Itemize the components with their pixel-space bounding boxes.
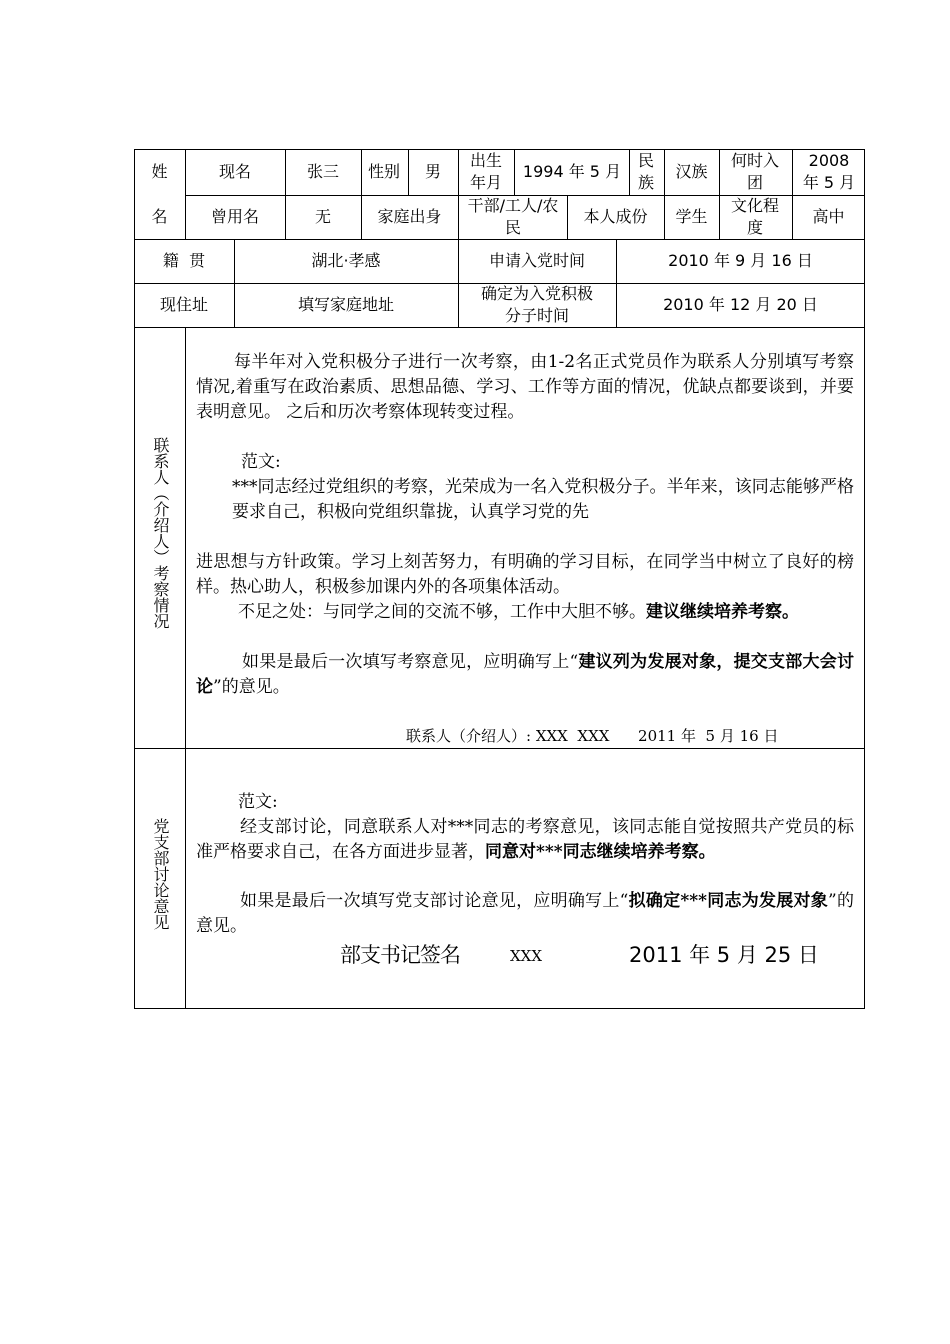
birth-label: 出生年月: [469, 151, 502, 192]
family-value: 干部/工人/农民: [467, 196, 559, 237]
birth-value: 1994 年 5 月: [522, 162, 622, 181]
family-label: 家庭出身: [377, 207, 442, 226]
section1-paragraph-5: [196, 600, 854, 625]
league-value: 2008 年 5 月: [802, 151, 856, 192]
activist-value: 2010 年 12 月 20 日: [663, 295, 818, 314]
section1-signature: 联系人（介绍人）: XXX XXX 2011 年 5 月 16 日: [406, 727, 779, 745]
address-value: 填写家庭地址: [297, 295, 394, 314]
education-value: 高中: [812, 207, 845, 226]
divider: [514, 149, 515, 195]
personal-value: 学生: [675, 207, 708, 226]
section2-p3-text-b: ”的意见。: [196, 891, 854, 936]
section2-p3-text-a: 如果是最后一次填写党支部讨论意见，应明确写上“: [240, 891, 629, 911]
apply-label: 申请入党时间: [488, 251, 585, 270]
personal-label: 本人成份: [583, 207, 648, 226]
divider: [134, 327, 865, 328]
section1-paragraph-1: [196, 350, 854, 425]
section1-paragraph-6: [196, 650, 854, 700]
section2-paragraph-2: [196, 815, 854, 865]
section2-sig-date: 2011 年 5 月 25 日: [629, 943, 819, 967]
name-label-char1: 姓: [151, 162, 168, 181]
activist-label: 确定为入党积极分子时间: [480, 284, 593, 325]
section2-paragraph-3: [196, 889, 854, 939]
origin-label: 籍 贯: [162, 251, 206, 270]
divider: [134, 748, 865, 749]
ethnic-value: 汉族: [675, 162, 708, 181]
section2-p3-bold: 拟确定***同志为发展对象: [628, 891, 829, 911]
section1-p4-text: 进思想与方针政策。学习上刻苦努力，有明确的学习目标，在同学当中树立了良好的榜样。热心助人，积极参加课内外的各项集体活动。: [196, 552, 854, 597]
section2-p1-text: 范文:: [238, 792, 278, 812]
section1-p6-text-a: 如果是最后一次填写考察意见，应明确写上“: [242, 652, 579, 672]
divider: [629, 149, 630, 195]
section1-label: 联系人（介绍人）考察情况: [151, 437, 170, 629]
section2-label: 党支部讨论意见: [151, 818, 170, 930]
divider: [185, 327, 186, 1009]
section1-p5-text: 不足之处：与同学之间的交流不够，工作中大胆不够。: [238, 602, 646, 622]
section2-sig-name: XXX: [510, 947, 543, 965]
section1-paragraph-4: [196, 550, 854, 600]
gender-value: 男: [424, 162, 441, 181]
section1-p5-bold: 建议继续培养考察。: [646, 602, 799, 622]
ethnic-label: 民族: [637, 151, 654, 192]
gender-label: 性别: [367, 162, 400, 181]
origin-value: 湖北·孝感: [311, 251, 381, 270]
league-label: 何时入团: [731, 151, 780, 192]
divider: [719, 149, 720, 239]
section2-p2-text: 经支部讨论，同意联系人对***同志的考察意见，该同志能自觉按照共产党员的标准严格要求自己，在各方面进步显著，: [196, 817, 854, 862]
section1-p3-text: ***同志经过党组织的考察，光荣成为一名入党积极分子。半年来，该同志能够严格要求自己，积极向党组织靠拢，认真学习党的先: [232, 477, 854, 522]
section1-p6-bold: 建议列为发展对象，提交支部大会讨论: [196, 652, 854, 697]
former-name-label: 曾用名: [210, 207, 259, 226]
former-name-value: 无: [314, 207, 331, 226]
section2-p2-bold: 同意对***同志继续培养考察。: [485, 842, 716, 862]
education-label: 文化程度: [731, 196, 780, 237]
section1-p2-text: 范文:: [241, 452, 281, 472]
section1-p6-text-b: ”的意见。: [213, 677, 290, 697]
section1-p1-text: 每半年对入党积极分子进行一次考察，由1-2名正式党员作为联系人分别填写考察情况,着重写在政治素质、思想品德、学习、工作等方面的情况，优缺点都要谈到，并要表明意见。 之后和历次考察体现转变过程。: [196, 352, 854, 422]
name-label-char2: 名: [151, 207, 168, 226]
current-name-value: 张三: [306, 162, 339, 181]
section2-sig-label: 部支书记签名: [340, 943, 460, 967]
apply-value: 2010 年 9 月 16 日: [668, 251, 813, 270]
divider: [458, 149, 459, 239]
section1-paragraph-3: [232, 475, 854, 525]
address-label: 现住址: [159, 295, 208, 314]
section1-paragraph-2: [241, 450, 441, 475]
current-name-label: 现名: [218, 162, 251, 181]
section2-paragraph-1: [238, 790, 438, 815]
